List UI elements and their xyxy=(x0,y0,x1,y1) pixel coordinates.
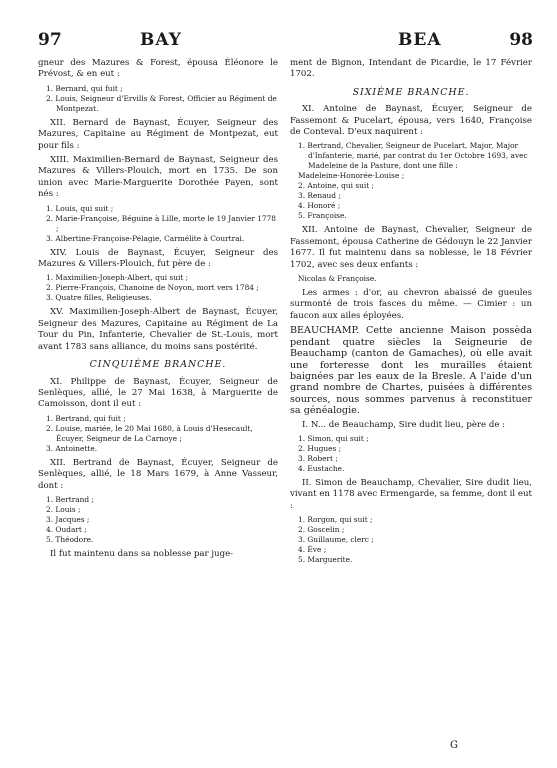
paragraph: ment de Bignon, Intendant de Picardie, le 17 Février 1702. xyxy=(290,58,532,80)
list-item: 1. Bertrand ; xyxy=(46,494,94,504)
list-item: 1. Simon, qui suit ; xyxy=(298,433,369,443)
list-item: 2. Louis, Seigneur d'Ervills & Forest, Officier au Régiment de Montpezat. xyxy=(46,93,277,113)
paragraph: Il fut maintenu dans sa noblesse par juge- xyxy=(50,548,234,559)
list-item: 2. Louis ; xyxy=(46,504,81,514)
list-item: 1. Louis, qui suit ; xyxy=(46,203,114,213)
list-item: 3. Quatre filles, Religieuses. xyxy=(46,293,152,303)
list-item: 1. Bernard, qui fuit ; xyxy=(46,83,123,93)
list-item: 4. Eustache. xyxy=(298,463,345,473)
enumeration-list xyxy=(46,495,278,545)
signature-mark: G xyxy=(450,740,458,751)
list-item: 3. Albertine-Françoise-Pélagie, Carmélite à Courtrai. xyxy=(46,233,245,243)
list-item: 3. Robert ; xyxy=(298,453,338,463)
left-running-title: BAY xyxy=(140,30,182,50)
paragraph: XII. Bertrand de Baynast, Écuyer, Seigneur de Senlèques, allié, le 18 Mars 1679, à Anne Vasseur, dont : xyxy=(38,457,278,491)
paragraph: XII. Antoine de Baynast, Chevalier, Seigneur de Fassemont, épousa Catherine de Gédouyn le 22 Janvier 1677. Il fut maintenu dans sa noblesse, le 18 Février 1702, avec ses deux enfants : xyxy=(290,225,532,270)
enumeration-list xyxy=(46,84,278,114)
list-item: 2. Pierre-François, Chanoine de Noyon, mort vers 1784 ; xyxy=(46,283,259,293)
paragraph: gneur des Mazures & Forest, épousa Éléonore le Prévost, & en eut : xyxy=(38,58,278,80)
list-item: 5. Françoise. xyxy=(298,211,347,221)
paragraph: BEAUCHAMP. Cette ancienne Maison possèda pendant quatre siècles la Seigneurie de Beauchamp (canton de Gamaches), où elle avait une forteresse dont les murailles étaient baignées par les eaux de la Bresle. A l'aide d'un grand nombre de Chartes, puisées à différentes sources, nous sommes parvenus à reconstituer sa généalogie. xyxy=(290,325,532,417)
list-item: 1. Bertrand, Chevalier, Seigneur de Pucelart, Major, Major d'Infanterie, marié, par contrat du 1er Octobre 1693, avec Madeleine de la Pasture, dont une fille : xyxy=(298,141,528,171)
right-page-number: 98 xyxy=(509,30,533,50)
list-item: 3. Antoinette. xyxy=(46,443,98,453)
list-item: 4. Oudart ; xyxy=(46,524,87,534)
page-header xyxy=(0,30,557,54)
list-item: 4. Honoré ; xyxy=(298,201,341,211)
list-item: 3. Guillaume, clerc ; xyxy=(298,535,374,545)
list-item: 3. Renaud ; xyxy=(298,191,341,201)
list-item: 3. Jacques ; xyxy=(46,514,90,524)
list-item: 5. Marguerite. xyxy=(298,555,353,565)
enumeration-list xyxy=(298,141,532,221)
left-column xyxy=(38,58,278,563)
list-item: 1. Maximilien-Joseph-Albert, qui suit ; xyxy=(46,273,189,283)
paragraph: I. N... de Beauchamp, Sire dudit lieu, père de : xyxy=(302,419,506,430)
list-item: 2. Hugues ; xyxy=(298,443,342,453)
right-column xyxy=(290,58,532,569)
paragraph: XV. Maximilien-Joseph-Albert de Baynast, Écuyer, Seigneur des Mazures, Capitaine au Régiment de La Tour du Pin, Infanterie, Chevalier de St.-Louis, mort avant 1783 sans alliance, du moins sans postérité. xyxy=(38,307,278,352)
paragraph: XII. Bernard de Baynast, Écuyer, Seigneur des Mazures, Capitaine au Régiment de Montpezat, eut pour fils : xyxy=(38,117,278,151)
enumeration-list xyxy=(46,273,278,303)
paragraph: XI. Antoine de Baynast, Écuyer, Seigneur de Fassemont & Pucelart, épousa, vers 1640, Françoise de Conteval. D'eux naquirent : xyxy=(290,104,532,138)
paragraph: Les armes : d'or, au chevron abaissé de gueules surmonté de trois fasces du même. — Cimier : un faucon aux ailes éployées. xyxy=(290,288,532,321)
right-running-title: BEA xyxy=(398,30,442,50)
left-page-number: 97 xyxy=(38,30,62,50)
list-item: 2. Goscelin ; xyxy=(298,525,345,535)
list-item: 5. Théodore. xyxy=(46,534,94,544)
paragraph: XIV. Louis de Baynast, Écuyer, Seigneur des Mazures & Villers-Plouich, fut père de : xyxy=(38,247,278,270)
enumeration-list xyxy=(46,204,278,244)
list-item: 4. Ève ; xyxy=(298,545,327,555)
paragraph: II. Simon de Beauchamp, Chevalier, Sire dudit lieu, vivant en 1178 avec Ermengarde, sa femme, dont il eut : xyxy=(290,477,532,511)
list-item: Nicolas & Françoise. xyxy=(298,274,377,284)
list-item: 1. Bertrand, qui fuit ; xyxy=(46,413,126,423)
enumeration-list xyxy=(298,515,532,565)
list-item: 2. Antoine, qui suit ; xyxy=(298,181,375,191)
list-item: 2. Marie-Françoise, Béguine à Lille, morte le 19 Janvier 1778 ; xyxy=(46,213,277,233)
branch-heading: SIXIÈME BRANCHE. xyxy=(352,86,470,98)
list-item: Madeleine-Honorée-Louise ; xyxy=(298,171,405,181)
branch-heading: CINQUIÈME BRANCHE. xyxy=(89,359,227,371)
enumeration-list xyxy=(46,414,278,454)
enumeration-list xyxy=(298,434,532,474)
list-item: 1. Rorgon, qui suit ; xyxy=(298,515,373,525)
paragraph: XIII. Maximilien-Bernard de Baynast, Seigneur des Mazures & Villers-Plouich, mort en 1735. De son union avec Marie-Marguerite Dorothée Payen, sont nés : xyxy=(38,155,278,200)
enumeration-list xyxy=(298,274,532,284)
list-item: 2. Louise, mariée, le 20 Mai 1680, à Louis d'Hesecault, Écuyer, Seigneur de La Carnoye ; xyxy=(46,423,253,443)
paragraph: XI. Philippe de Baynast, Écuyer, Seigneur de Senlèques, allié, le 27 Mai 1638, à Marguerite de Camoisson, dont il eut : xyxy=(38,376,278,410)
